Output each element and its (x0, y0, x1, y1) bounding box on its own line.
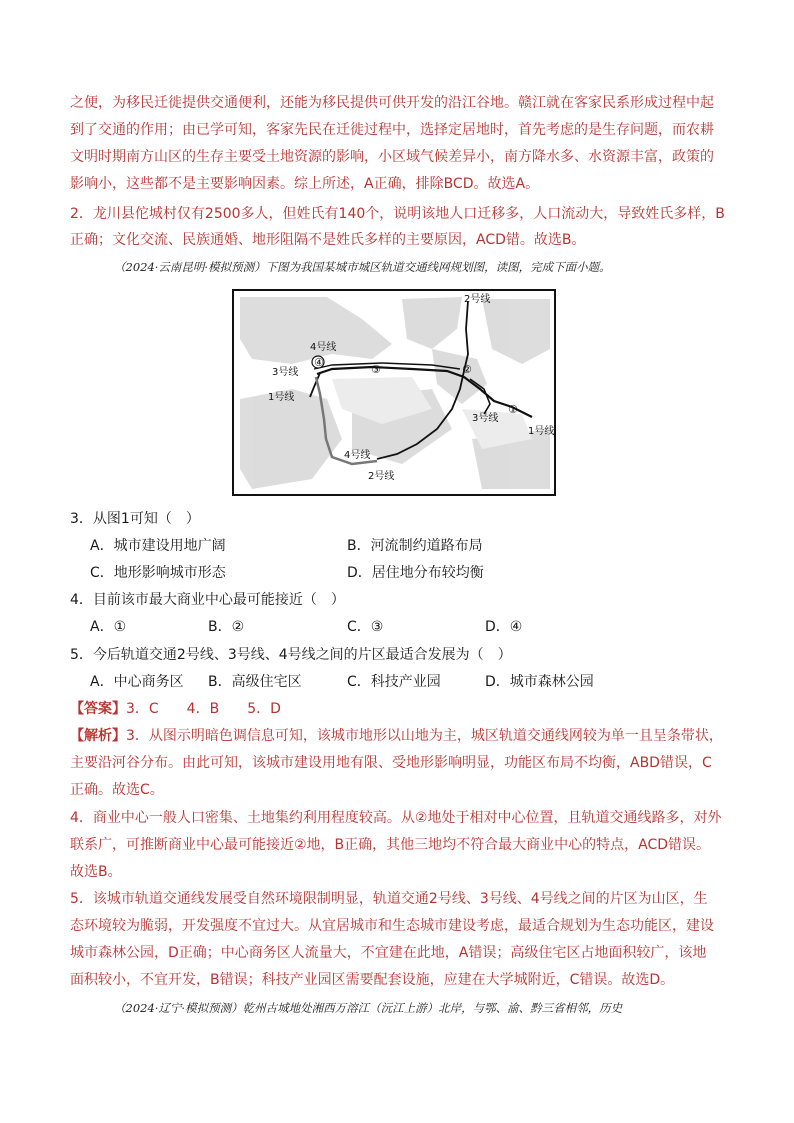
rail-transit-map (232, 289, 556, 496)
label-line-3-east: 3号线 (472, 413, 499, 424)
answer-line (70, 699, 281, 719)
analysis-line-4: 4．商业中心一般人口密集、土地集约利用程度较高。从②地处于相对中心位置，且轨道交通线路多，对外 (70, 810, 722, 826)
q4-option-c[interactable]: C．③ (347, 619, 384, 635)
q3-option-c[interactable]: C．地形影响城市形态 (90, 565, 226, 581)
q5-option-b[interactable]: B．高级住宅区 (208, 674, 302, 690)
source-citation-1: （2024·云南昆明·模拟预测）下图为我国某城市城区轨道交通线网规划图，读图，完成下面小题。 (114, 260, 611, 274)
answer-text: 3．C 4．B 5．D (126, 701, 281, 717)
label-line-4-south: 4号线 (344, 450, 371, 461)
analysis-line-2: 主要沿河谷分布。由此可知，该城市建设用地有限、受地形影响明显，功能区布局不均衡，ABD错误，C (70, 755, 712, 771)
label-line-1-west: 1号线 (268, 392, 295, 403)
answer-tag: 【答案】 (70, 701, 126, 717)
intro-line-3: 文明时期南方山区的生存主要受土地资源的影响，小区域气候差异小，南方降水多、水资源丰富，政策的 (70, 149, 714, 165)
analysis-text-1: 3．从图示明暗色调信息可知，该城市地形以山地为主，城区轨道交通线网较为单一且呈条带状， (126, 728, 723, 744)
point-3-label: ③ (371, 363, 381, 376)
label-line-2-south: 2号线 (368, 471, 395, 482)
analysis-line-3: 正确。故选C。 (70, 782, 164, 798)
analysis-line-5: 联系广，可推断商业中心最可能接近②地，B正确，其他三地均不符合最大商业中心的特点，ACD错误。 (70, 837, 711, 853)
q4-option-d[interactable]: D．④ (485, 619, 523, 635)
analysis-line-9: 城市森林公园，D正确；中心商务区人流量大，不宜建在此地，A错误；高级住宅区占地面积较广，该地 (70, 945, 707, 961)
analysis-tag: 【解析】 (70, 728, 126, 744)
q5-option-a[interactable]: A．中心商务区 (90, 674, 184, 690)
q4-option-b[interactable]: B．② (208, 619, 245, 635)
question-4-stem: 4．目前该市最大商业中心最可能接近（ ） (70, 592, 345, 608)
label-line-4-north: 4号线 (310, 342, 337, 353)
question-3-stem: 3．从图1可知（ ） (70, 511, 200, 527)
label-line-1-east: 1号线 (528, 426, 555, 437)
point-2-label: ② (462, 363, 472, 376)
point-1-label: ① (508, 403, 518, 416)
label-line-3-west: 3号线 (272, 367, 299, 378)
q4-option-a[interactable]: A．① (90, 619, 127, 635)
label-line-2-north: 2号线 (464, 294, 491, 305)
intro-line-4: 影响小，这些都不是主要影响因素。综上所述，A正确，排除BCD。故选A。 (70, 176, 540, 192)
analysis-line-10: 面积较小，不宜开发，B错误；科技产业园区需要配套设施，应建在大学城附近，C错误。故选D。 (70, 972, 675, 988)
analysis-line-1 (70, 726, 723, 746)
intro-line-2: 到了交通的作用；由已学可知，客家先民在迁徙过程中，选择定居地时，首先考虑的是生存问题，而农耕 (70, 122, 714, 138)
q3-option-b[interactable]: B．河流制约道路布局 (347, 538, 483, 554)
intro-line-1: 之便，为移民迁徙提供交通便利，还能为移民提供可供开发的沿江谷地。赣江就在客家民系形成过程中起 (70, 95, 714, 111)
point-4-label: ④ (314, 356, 324, 369)
q5-option-c[interactable]: C．科技产业园 (347, 674, 441, 690)
analysis-line-8: 态环境较为脆弱，开发强度不宜过大。从宜居城市和生态城市建设考虑，最适合规划为生态功能区，建设 (70, 918, 714, 934)
analysis-line-7: 5．该城市轨道交通线发展受自然环境限制明显，轨道交通2号线、3号线、4号线之间的片区为山区，生 (70, 891, 708, 907)
source-citation-2: （2024·辽宁·模拟预测）乾州古城地处湘西万溶江（沅江上游）北岸，与鄂、渝、黔三省相邻，历史 (114, 1001, 623, 1015)
q2-line-2: 正确；文化交流、民族通婚、地形阻隔不是姓氏多样的主要原因，ACD错。故选B。 (70, 232, 586, 248)
analysis-line-6: 故选B。 (70, 864, 122, 880)
q5-option-d[interactable]: D．城市森林公园 (485, 674, 594, 690)
q2-line-1: 2．龙川县佗城村仅有2500多人，但姓氏有140个，说明该地人口迁移多，人口流动大，导致姓氏多样，B (70, 206, 725, 222)
question-5-stem: 5．今后轨道交通2号线、3号线、4号线之间的片区最适合发展为（ ） (70, 647, 512, 663)
q3-option-a[interactable]: A．城市建设用地广阔 (90, 538, 226, 554)
rail-map-svg (232, 289, 556, 496)
q3-option-d[interactable]: D．居住地分布较均衡 (347, 565, 484, 581)
